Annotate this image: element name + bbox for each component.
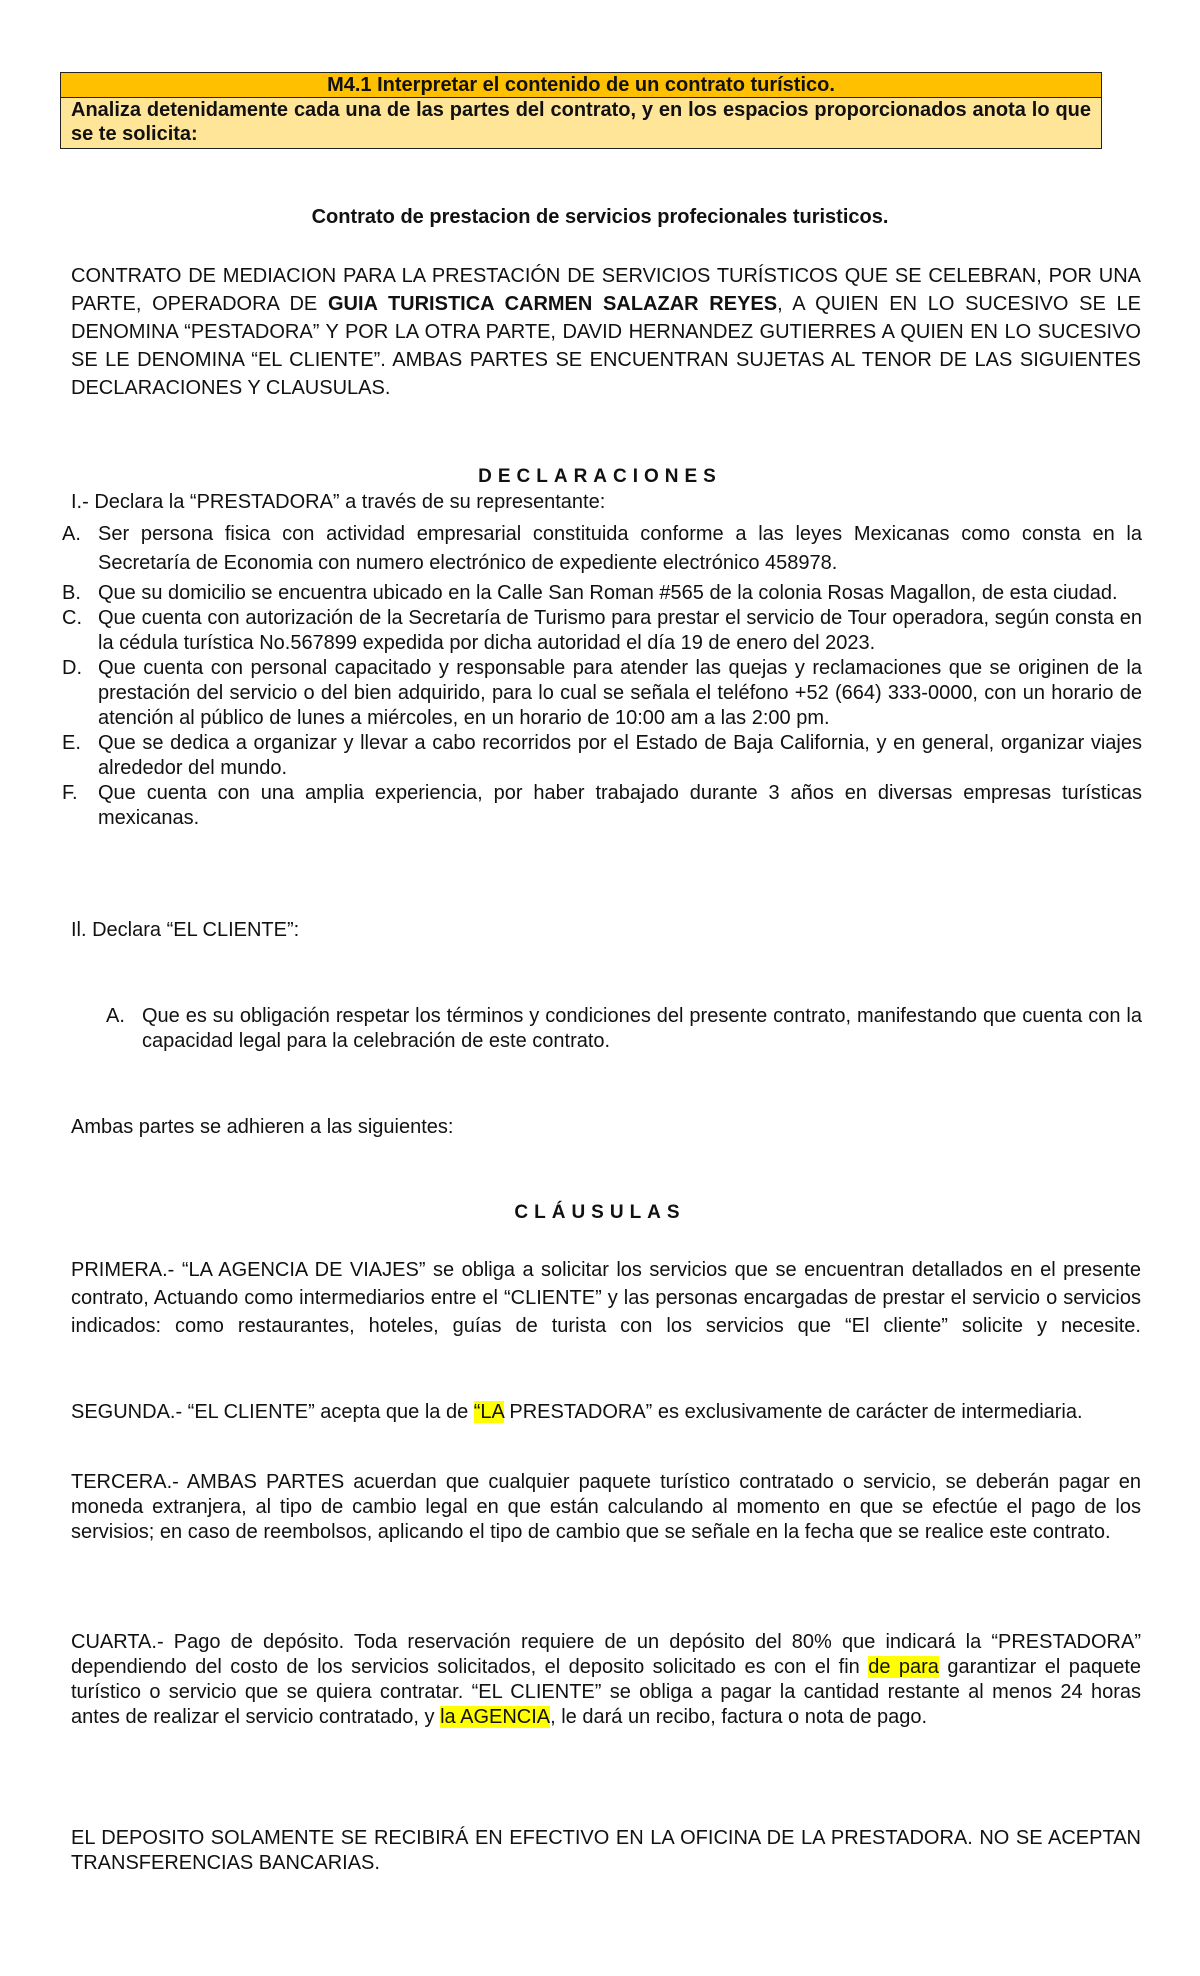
clauses-heading: CLÁUSULAS: [514, 1202, 686, 1223]
list-marker: B.: [62, 582, 81, 604]
segunda-text-end: PRESTADORA” es exclusivamente de carácter de intermediaria.: [503, 1401, 1083, 1423]
list-text: Que cuenta con una amplia experiencia, por haber trabajado durante 3 años en diversas empresas turísticas mexicanas.: [98, 782, 1142, 829]
list-marker: C.: [62, 607, 82, 629]
list-item: [60, 656, 1142, 731]
cliente-declaration-intro: Il. Declara “EL CLIENTE”:: [71, 919, 300, 941]
highlighted-text: la AGENCIA: [440, 1706, 551, 1728]
activity-title: M4.1 Interpretar el contenido de un contrato turístico.: [61, 73, 1101, 98]
activity-header: [60, 72, 1102, 149]
intro-text-start: CONTRATO DE MEDIACION PARA LA PRESTACIÓN DE SERVICIOS TURÍSTICOS QUE SE CELEBRAN, POR UNA PARTE, OPERADORA DE: [71, 265, 1141, 315]
clause-cuarta: [71, 1630, 1141, 1730]
list-marker: E.: [62, 732, 81, 754]
clause-tercera: TERCERA.- AMBAS PARTES acuerdan que cualquier paquete turístico contratado o servicio, se deberán pagar en moneda extranjera, al tipo de cambio legal en que están calculando al momento en que se efectúe el pago de los servisios; en caso de reembolsos, aplicando el tipo de cambio que se señale en la fecha que se realice este contrato.: [71, 1471, 1141, 1543]
list-text: Que cuenta con personal capacitado y responsable para atender las quejas y reclamaciones que se originen de la prestación del servicio o del bien adquirido, para lo cual se señala el teléfono +52 (664) 333-0000, con un horario de atención al público de lunes a miércoles, en un horario de 10:00 am a las 2:00 pm.: [98, 657, 1142, 729]
list-marker: A.: [62, 523, 81, 545]
operator-name: GUIA TURISTICA CARMEN SALAZAR REYES: [327, 293, 778, 315]
list-marker: A.: [106, 1005, 125, 1027]
list-item: [60, 581, 1142, 606]
declarations-heading: DECLARACIONES: [478, 466, 722, 487]
list-marker: F.: [62, 782, 78, 804]
cuarta-text-end: , le dará un recibo, factura o nota de pago.: [550, 1706, 928, 1728]
highlighted-text: “LA: [473, 1401, 504, 1423]
prestadora-declarations-list: [60, 520, 1142, 831]
list-item: [104, 1004, 1142, 1054]
list-text: Que cuenta con autorización de la Secretaría de Turismo para prestar el servicio de Tour operadora, según consta en la cédula turística No.567899 expedida por dicha autoridad el día 19 de enero del 2023.: [98, 607, 1142, 654]
list-text: Que su domicilio se encuentra ubicado en la Calle San Roman #565 de la colonia Rosas Magallon, de esta ciudad.: [98, 582, 1118, 604]
contract-intro: [71, 262, 1141, 402]
list-item: [60, 606, 1142, 656]
highlighted-text: de para: [868, 1656, 939, 1678]
deposit-notice: EL DEPOSITO SOLAMENTE SE RECIBIRÁ EN EFECTIVO EN LA OFICINA DE LA PRESTADORA. NO SE ACEPTAN TRANSFERENCIAS BANCARIAS.: [71, 1827, 1141, 1874]
list-item: [60, 731, 1142, 781]
list-text: Que es su obligación respetar los términos y condiciones del presente contrato, manifestando que cuenta con la capacidad legal para la celebración de este contrato.: [142, 1005, 1142, 1052]
adhesion-text: Ambas partes se adhieren a las siguientes:: [71, 1116, 454, 1138]
intro-text-end: , A QUIEN EN LO SUCESIVO SE LE DENOMINA “PESTADORA” Y POR LA OTRA PARTE, DAVID HERNANDEZ GUTIERRES A QUIEN EN LO SUCESIVO SE LE DENOMINA “EL CLIENTE”. AMBAS PARTES SE ENCUENTRAN SUJETAS AL TENOR DE LAS SIGUIENTES DECLARACIONES Y CLAUSULAS.: [71, 293, 1142, 399]
list-text: Ser persona fisica con actividad empresarial constituida conforme a las leyes Mexicanas como consta en la Secretaría de Economia con numero electrónico de expediente electrónico 458978.: [98, 523, 1142, 574]
contract-title: Contrato de prestacion de servicios profecionales turisticos.: [311, 206, 889, 228]
activity-instructions: Analiza detenidamente cada una de las partes del contrato, y en los espacios proporcionados anota lo que se te solicita:: [61, 98, 1101, 148]
cliente-declarations-list: [104, 1004, 1142, 1054]
segunda-text-start: SEGUNDA.- “EL CLIENTE” acepta que la de: [71, 1401, 474, 1423]
cuarta-text-middle: garantizar el paquete turístico o servicio que se quiera contratar. “EL CLIENTE” se obliga a pagar la cantidad restante al menos 24 horas antes de realizar el servicio contratado, y: [71, 1656, 1141, 1728]
list-item: [60, 781, 1142, 831]
list-marker: D.: [62, 657, 82, 679]
list-item: [60, 520, 1142, 578]
prestadora-declaration-intro: I.- Declara la “PRESTADORA” a través de su representante:: [71, 491, 606, 513]
clause-primera: PRIMERA.- “LA AGENCIA DE VIAJES” se obliga a solicitar los servicios que se encuentran detallados en el presente contrato, Actuando como intermediarios entre el “CLIENTE” y las personas encargadas de prestar el servicio o servicios indicados: como restaurantes, hoteles, guías de turista con los servicios que “El cliente” solicite y necesite.: [71, 1259, 1141, 1337]
clause-segunda: [71, 1398, 1141, 1426]
list-text: Que se dedica a organizar y llevar a cabo recorridos por el Estado de Baja California, y en general, organizar viajes alrededor del mundo.: [98, 732, 1142, 779]
cuarta-text-start: CUARTA.- Pago de depósito. Toda reservación requiere de un depósito del 80% que indicará la “PRESTADORA” dependiendo del costo de los servicios solicitados, el deposito solicitado es con el fin: [71, 1631, 1141, 1678]
